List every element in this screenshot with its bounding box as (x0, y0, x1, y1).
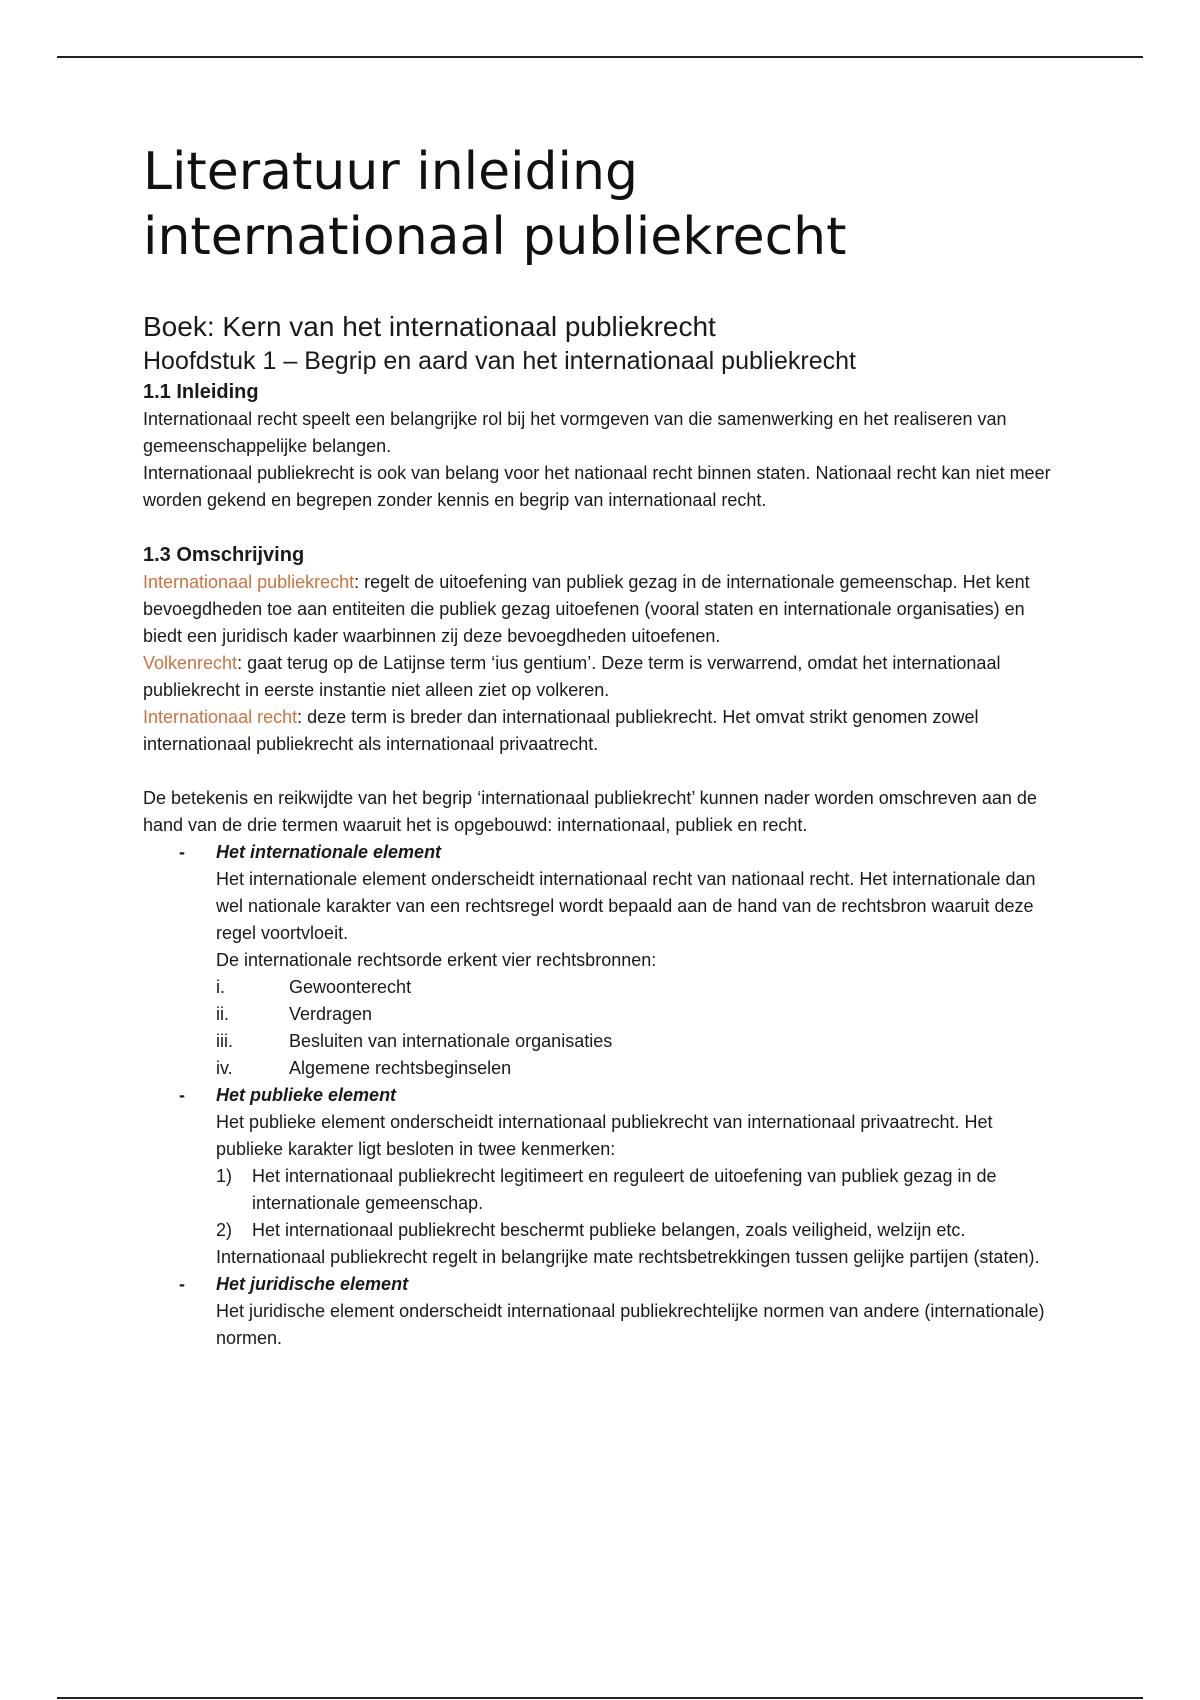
section-1-1-paragraph-1: Internationaal recht speelt een belangrijke rol bij het vormgeven van die samenwerking en het realiseren van gemeenschappelijke belangen. (143, 409, 1007, 456)
list-item-publieke-element (143, 1082, 1063, 1271)
document-title (143, 140, 1063, 270)
characteristics-list (216, 1163, 1063, 1244)
list-label: Het internationaal publiekrecht legitimeert en reguleert de uitoefening van publiek gezag in de internationale gemeenschap. (252, 1166, 997, 1213)
title-line-2: internationaal publiekrecht (143, 207, 847, 267)
section-1-3-intro: De betekenis en reikwijdte van het begrip ‘internationaal publiekrecht’ kunnen nader worden omschreven aan de hand van de drie termen waaruit het is opgebouwd: internationaal, publiek en recht. (143, 788, 1037, 835)
element-text: Het internationale element onderscheidt internationaal recht van nationaal recht. Het internationale dan wel nationale karakter van een rechtsregel wordt bepaald aan de hand van de rechtsbron waaruit deze regel voortvloeit. (216, 869, 1036, 943)
list-label: Besluiten van internationale organisaties (289, 1031, 613, 1051)
top-rule (57, 56, 1143, 58)
title-line-1: Literatuur inleiding (143, 142, 638, 202)
document-page (143, 140, 1063, 1352)
spacer (143, 514, 1063, 541)
element-text-2: De internationale rechtsorde erkent vier rechtsbronnen: (216, 950, 657, 970)
list-item (216, 974, 1063, 1001)
list-number: iv. (216, 1058, 233, 1078)
list-label: Het internationaal publiekrecht beschermt publieke belangen, zoals veiligheid, welzijn etc. (252, 1220, 966, 1240)
definition-volkenrecht (143, 650, 1063, 704)
definition-internationaal-publiekrecht (143, 569, 1063, 650)
list-item (216, 1217, 1063, 1244)
definition-text: : deze term is breder dan internationaal publiekrecht. Het omvat strikt genomen zowel internationaal publiekrecht als internationaal privaatrecht. (143, 707, 979, 754)
elements-list (143, 839, 1063, 1352)
book-heading: Boek: Kern van het internationaal publiekrecht (143, 311, 716, 342)
list-item (216, 1028, 1063, 1055)
list-label: Verdragen (289, 1004, 373, 1024)
list-number: i. (216, 977, 225, 997)
list-number: 1) (216, 1166, 233, 1186)
term-internationaal-recht: Internationaal recht (143, 707, 298, 727)
list-number: ii. (216, 1004, 229, 1024)
definition-internationaal-recht (143, 704, 1063, 758)
term-volkenrecht: Volkenrecht (143, 653, 238, 673)
section-1-1-heading: 1.1 Inleiding (143, 381, 259, 403)
chapter-heading: Hoofdstuk 1 – Begrip en aard van het internationaal publiekrecht (143, 347, 856, 375)
element-text: Het publieke element onderscheidt internationaal publiekrecht van internationaal privaatrecht. Het publieke karakter ligt besloten in twee kenmerken: (216, 1112, 993, 1159)
list-item (216, 1001, 1063, 1028)
sources-list (216, 974, 1063, 1082)
list-label: Algemene rechtsbeginselen (289, 1058, 512, 1078)
element-title: - Het internationale element (216, 842, 442, 862)
bottom-rule (57, 1697, 1143, 1699)
element-text-2: Internationaal publiekrecht regelt in belangrijke mate rechtsbetrekkingen tussen gelijke partijen (staten). (216, 1247, 1040, 1267)
definition-text: : regelt de uitoefening van publiek gezag in de internationale gemeenschap. Het kent bevoegdheden toe aan entiteiten die publiek gezag uitoefenen (vooral staten en internationale organisaties) en biedt een juridisch kader waarbinnen zij deze bevoegdheden uitoefenen. (143, 572, 1030, 646)
term-internationaal-publiekrecht: Internationaal publiekrecht (143, 572, 355, 592)
list-item-juridische-element (143, 1271, 1063, 1352)
list-item-internationale-element (143, 839, 1063, 1082)
definition-text: : gaat terug op de Latijnse term ‘ius gentium’. Deze term is verwarrend, omdat het internationaal publiekrecht in eerste instantie niet alleen ziet op volkeren. (143, 653, 1001, 700)
element-title: - Het juridische element (216, 1274, 409, 1294)
spacer (143, 758, 1063, 785)
section-1-3-heading: 1.3 Omschrijving (143, 544, 305, 566)
list-number: iii. (216, 1031, 233, 1051)
list-label: Gewoonterecht (289, 977, 412, 997)
list-number: 2) (216, 1220, 233, 1240)
element-text: Het juridische element onderscheidt internationaal publiekrechtelijke normen van andere (internationale) normen. (216, 1301, 1045, 1348)
list-item (216, 1163, 1063, 1217)
list-item (216, 1055, 1063, 1082)
element-title: - Het publieke element (216, 1085, 397, 1105)
section-1-1-paragraph-2: Internationaal publiekrecht is ook van belang voor het nationaal recht binnen staten. Nationaal recht kan niet meer worden gekend en begrepen zonder kennis en begrip van internationaal recht. (143, 463, 1051, 510)
